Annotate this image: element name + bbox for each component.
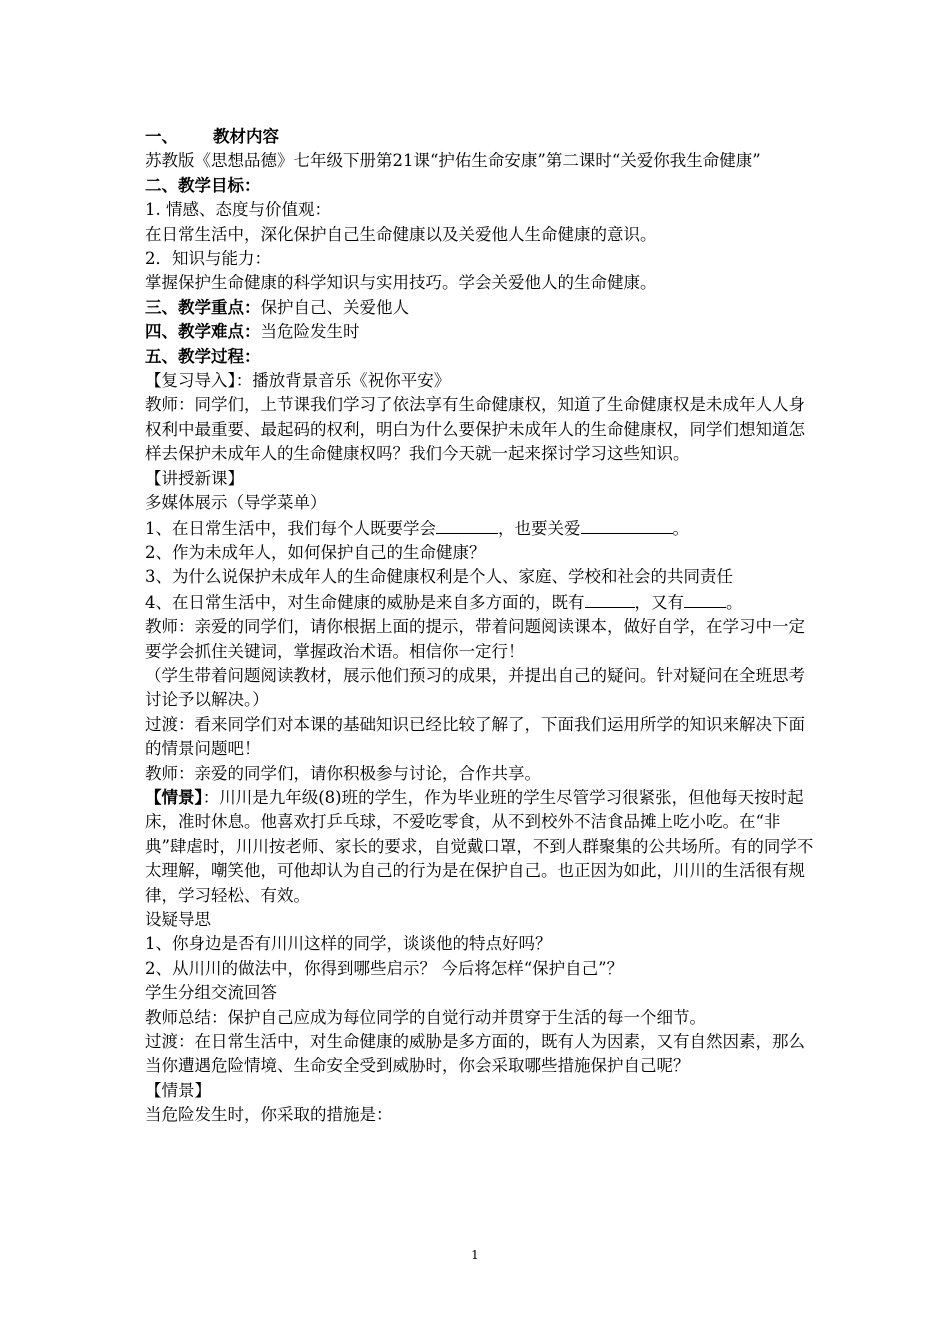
scene-1-label: 【情景】 <box>145 787 203 807</box>
transition-paragraph-1: 过渡：看来同学们对本课的基础知识已经比较了解了，下面我们运用所学的知识来解决下面的情景问题吧！ <box>145 714 805 759</box>
section-1-heading <box>145 125 817 149</box>
scene-1-paragraph <box>145 786 817 908</box>
section-3-line <box>145 296 817 320</box>
group-discussion-line: 学生分组交流回答 <box>145 983 277 1003</box>
section-3-text: 保护自己、关爱他人 <box>260 297 409 317</box>
question-1-part-a: 1、在日常生活中，我们每个人既要学会 <box>145 518 436 538</box>
goal-2-text: 掌握保护生命健康的科学知识与实用技巧。学会关爱他人的生命健康。 <box>145 273 657 293</box>
teacher-paragraph-1: 教师：同学们，上节课我们学习了依法享有生命健康权，知道了生命健康权是未成年人人身权利中最重要、最起码的权利，明白为什么要保护未成年人的生命健康权，同学们想知道怎样去保护未成年人的生命健康权吗？我们今天就一起来探讨学习这些知识。 <box>145 395 805 464</box>
fill-blank <box>581 516 673 534</box>
question-1 <box>145 516 817 541</box>
teacher-summary: 教师总结：保护自己应成为每位同学的自觉行动并贯穿于生活的每一个细节。 <box>145 1007 706 1027</box>
section-2-heading: 二、教学目标： <box>145 175 261 195</box>
document-body <box>145 125 817 1128</box>
section-1-title: 教材内容 <box>213 127 279 146</box>
question-2: 2、作为未成年人，如何保护自己的生命健康？ <box>145 542 486 562</box>
doubt-question-2: 2、从川川的做法中，你得到哪些启示？ 今后将怎样“保护自己”？ <box>145 958 624 978</box>
section-4-line <box>145 320 817 344</box>
question-4 <box>145 590 817 615</box>
media-line: 多媒体展示（导学菜单） <box>145 493 327 513</box>
section-3-label: 三、教学重点： <box>145 297 261 317</box>
section-5-heading: 五、教学过程： <box>145 346 261 366</box>
student-paragraph: （学生带着问题阅读教材，展示他们预习的成果，并提出自己的疑问。针对疑问在全班思考讨论予以解决。） <box>145 665 805 710</box>
transition-paragraph-2: 过渡：在日常生活中，对生命健康的威胁是多方面的，既有人为因素，又有自然因素，那么当你遭遇危险情境、生命安全受到威胁时，你会采取哪些措施保护自己呢？ <box>145 1032 805 1076</box>
scene-2-label: 【情景】 <box>145 1080 211 1100</box>
fill-blank <box>436 516 498 534</box>
goal-1-title: 1. 情感、态度与价值观： <box>145 200 331 220</box>
new-lesson-heading: 【讲授新课】 <box>145 468 244 488</box>
question-3: 3、为什么说保护未成年人的生命健康权利是个人、家庭、学校和社会的共同责任 <box>145 567 733 587</box>
teacher-paragraph-2: 教师：亲爱的同学们，请你根据上面的提示，带着问题阅读课本，做好自学，在学习中一定要学会抓住关键词，掌握政治术语。相信你一定行！ <box>145 617 805 661</box>
question-4-part-c: 。 <box>726 592 743 612</box>
goal-1-text: 在日常生活中，深化保护自己生命健康以及关爱他人生命健康的意识。 <box>145 224 657 244</box>
page-number: 1 <box>471 1248 479 1262</box>
section-1-text: 苏教版《思想品德》七年级下册第21课“护佑生命安康”第二课时“关爱你我生命健康” <box>145 151 761 171</box>
scene-2-text: 当危险发生时，你采取的措施是： <box>145 1105 393 1125</box>
fill-blank <box>684 590 726 608</box>
review-line <box>145 369 817 393</box>
scene-1-text: ：川川是九年级(8)班的学生，作为毕业班的学生尽管学习很紧张，但他每天按时起床，准时休息。他喜欢打乒乓球，不爱吃零食，从不到校外不洁食品摊上吃小吃。在“非典”肆虐时，川川按老师、家长的要求，自觉戴口罩，不到人群聚集的公共场所。有的同学不太理解，嘲笑他，可他却认为自己的行为是在保护自己。也正因为如此，川川的生活很有规律，学习轻松、有效。 <box>145 787 814 905</box>
section-1-number: 一、 <box>145 127 178 146</box>
section-4-text: 当危险发生时 <box>260 322 360 342</box>
question-1-part-b: ，也要关爱 <box>498 518 581 538</box>
fill-blank <box>585 590 635 608</box>
teacher-paragraph-3: 教师：亲爱的同学们，请你积极参与讨论，合作共享。 <box>145 763 541 783</box>
question-1-part-c: 。 <box>672 518 689 538</box>
review-label: 【复习导入】 <box>145 371 236 391</box>
doubt-heading: 设疑导思 <box>145 910 211 929</box>
doubt-question-1: 1、你身边是否有川川这样的同学，谈谈他的特点好吗？ <box>145 934 552 954</box>
review-text: ：播放背景音乐《祝你平安》 <box>235 371 451 391</box>
goal-2-title: 2．知识与能力： <box>145 249 271 269</box>
question-4-part-a: 4、在日常生活中，对生命健康的威胁是来自多方面的，既有 <box>145 592 585 612</box>
section-4-label: 四、教学难点： <box>145 322 261 342</box>
question-4-part-b: ，又有 <box>634 592 684 612</box>
